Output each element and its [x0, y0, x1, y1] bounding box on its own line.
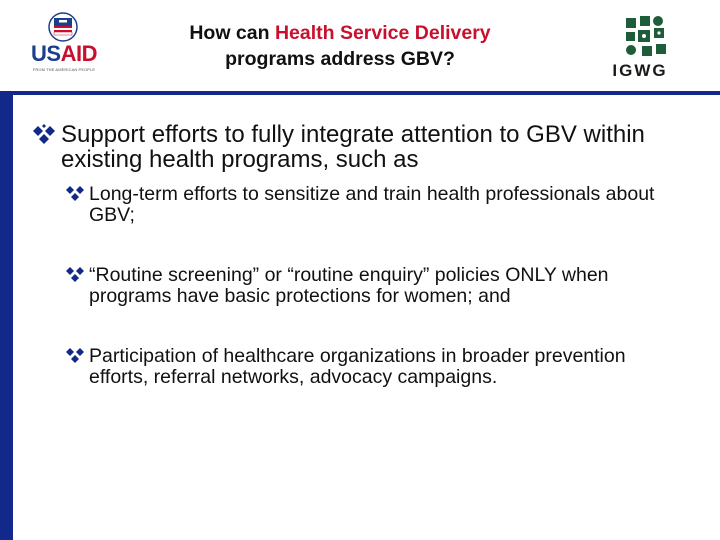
sub-bullet: [64, 265, 674, 307]
title-line2: programs address GBV?: [225, 48, 455, 70]
header-divider: [0, 91, 720, 95]
sub-bullet-text: Participation of healthcare organizations in broader prevention efforts, referral networks, advocacy campaigns.: [89, 345, 626, 388]
usaid-seal-icon: [48, 12, 78, 42]
main-bullet: [30, 122, 690, 172]
usaid-tagline: FROM THE AMERICAN PEOPLE: [32, 67, 96, 72]
igwg-wordmark: IGWG: [612, 61, 668, 80]
slide-title: [110, 20, 570, 72]
sub-bullet-text: Long-term efforts to sensitize and train health professionals about GBV;: [89, 183, 655, 226]
sub-bullet-text: “Routine screening” or “routine enquiry” policies ONLY when programs have basic protections for women; and: [89, 264, 609, 307]
title-prefix: How can: [189, 22, 275, 44]
sub-bullet: [64, 346, 674, 388]
diamond-bullet-icon: [30, 124, 58, 146]
left-accent-bar: [0, 91, 13, 540]
diamond-bullet-icon: [64, 266, 86, 284]
main-bullet-text: Support efforts to fully integrate attention to GBV within existing health programs, such as: [61, 121, 645, 173]
title-highlight: Health Service Delivery: [274, 22, 491, 44]
igwg-logo: [600, 14, 680, 80]
diamond-bullet-icon: [64, 185, 86, 203]
usaid-logo: [28, 12, 100, 78]
diamond-bullet-icon: [64, 347, 86, 365]
sub-bullet: [64, 184, 674, 226]
usaid-wordmark: USAID: [31, 41, 97, 66]
igwg-puzzle-icon: [624, 14, 668, 58]
